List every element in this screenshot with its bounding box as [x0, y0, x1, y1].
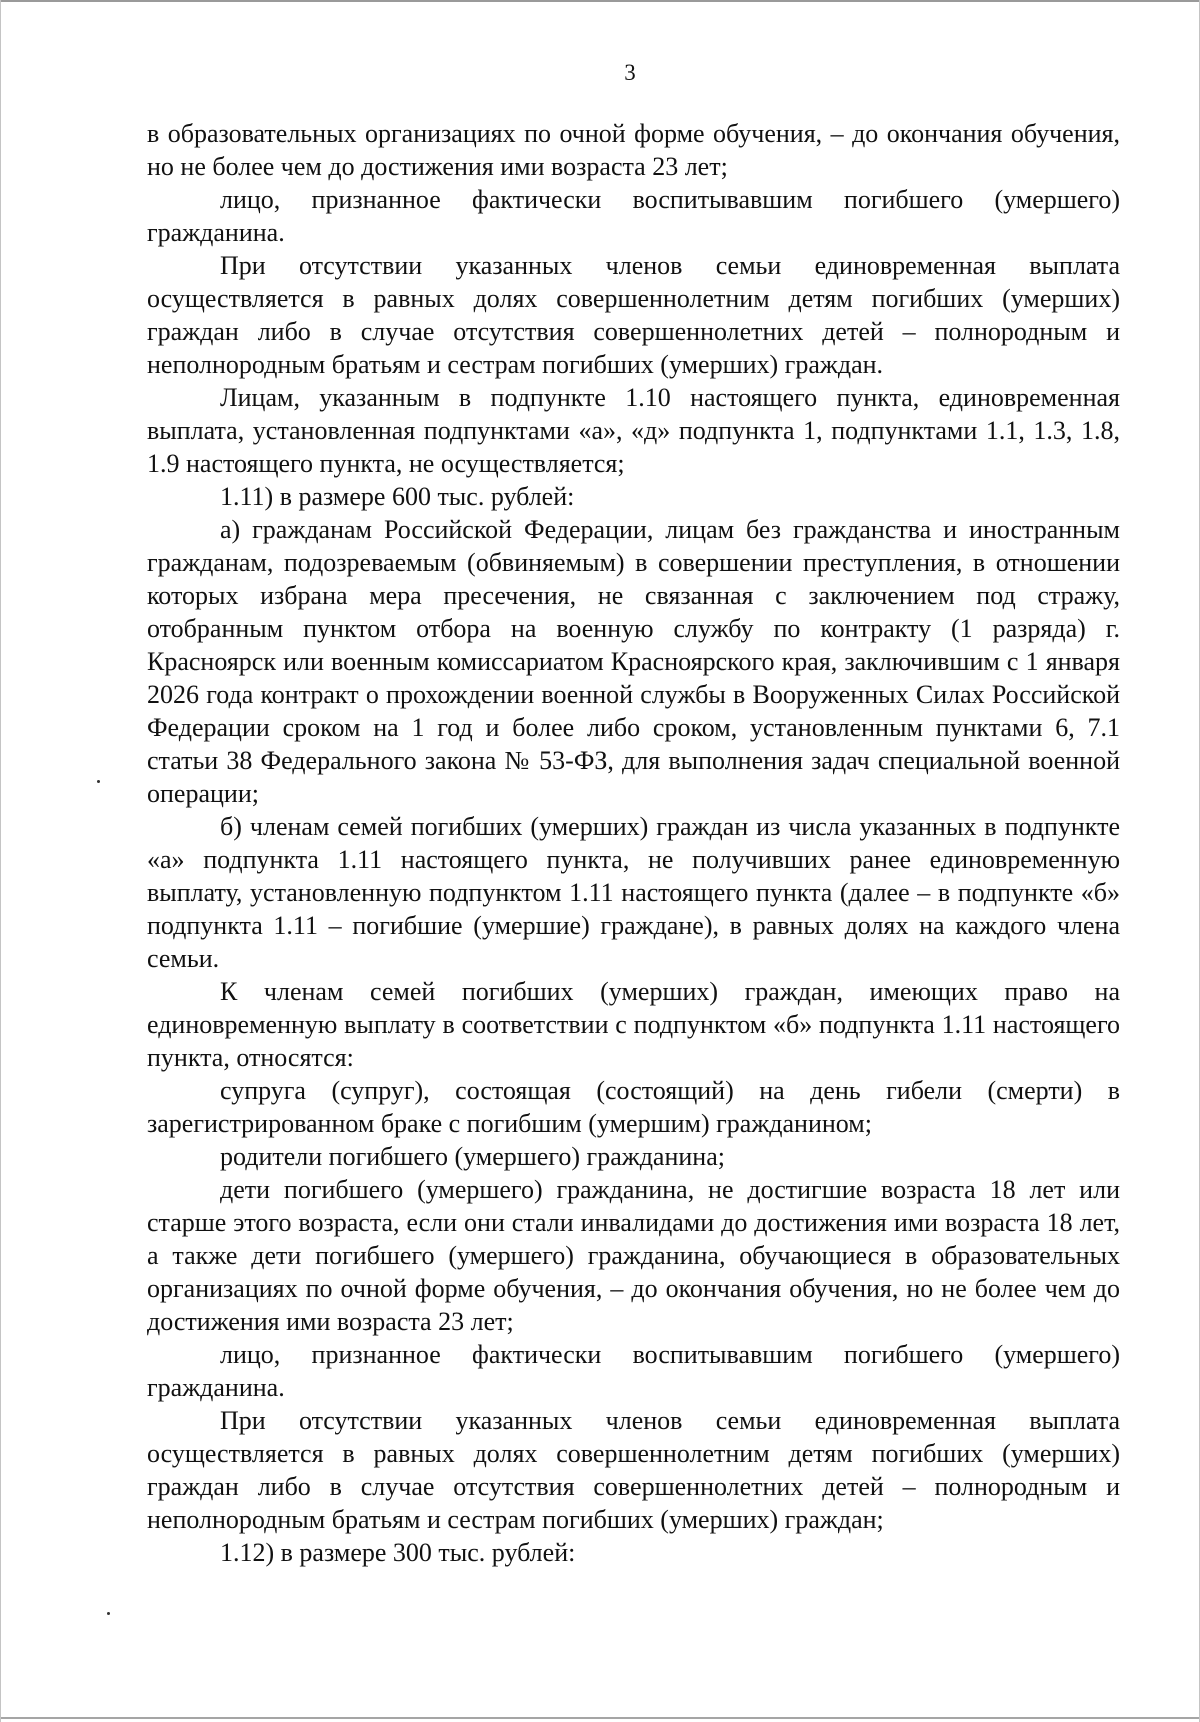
paragraph-parents: родители погибшего (умершего) гражданина;	[220, 1142, 725, 1171]
page-number: 3	[624, 60, 636, 85]
paragraph-absence-of-family-2: При отсутствии указанных членов семьи единовременная выплата осуществляется в равных долях совершеннолетним детям погибших (умерших) граждан либо в случае отсутствия совершеннолетних детей – полнородным и неполнородным братьям и сестрам погибших (умерших) граждан;	[147, 1406, 1120, 1534]
paragraph-guardian-2: лицо, признанное фактически воспитывавшим погибшего (умершего) гражданина.	[147, 1340, 1120, 1402]
paragraph-children: дети погибшего (умершего) гражданина, не достигшие возраста 18 лет или старше этого возраста, если они стали инвалидами до достижения ими возраста 18 лет, а также дети погибшего (умершего) гражданина, обучающиеся в образовательных организациях по очной форме обучения, – до окончания обучения, но не более чем до достижения ими возраста 23 лет;	[147, 1175, 1120, 1336]
paragraph-exclusion: Лицам, указанным в подпункте 1.10 настоящего пункта, единовременная выплата, установленная подпунктами «а», «д» подпункта 1, подпунктами 1.1, 1.3, 1.8, 1.9 настоящего пункта, не осуществляется;	[147, 383, 1120, 478]
scan-speck	[107, 1612, 110, 1615]
paragraph-subclause-1-11: 1.11) в размере 600 тыс. рублей:	[220, 482, 575, 511]
scan-edge-bottom	[0, 1717, 1200, 1719]
paragraph-absence-of-family: При отсутствии указанных членов семьи единовременная выплата осуществляется в равных долях совершеннолетним детям погибших (умерших) граждан либо в случае отсутствия совершеннолетних детей – полнородным и неполнородным братьям и сестрам погибших (умерших) граждан.	[147, 251, 1120, 379]
scan-speck	[97, 780, 100, 783]
scan-edge-left	[0, 0, 1, 1722]
paragraph-item-a: а) гражданам Российской Федерации, лицам без гражданства и иностранным гражданам, подозреваемым (обвиняемым) в совершении преступления, в отношении которых избрана мера пресечения, не связанная с заключением под стражу, отобранным пунктом отбора на военную службу по контракту (1 разряда) г. Красноярск или военным комиссариатом Красноярского края, заключившим с 1 января 2026 года контракт о прохождении военной службы в Вооруженных Силах Российской Федерации сроком на 1 год и более либо сроком, установленным пунктами 6, 7.1 статьи 38 Федерального закона № 53-ФЗ, для выполнения задач специальной военной операции;	[147, 515, 1120, 808]
document-body	[147, 117, 1120, 1569]
paragraph-continuation: в образовательных организациях по очной форме обучения, – до окончания обучения, но не более чем до достижения ими возраста 23 лет;	[147, 119, 1120, 181]
paragraph-family-members-intro: К членам семей погибших (умерших) граждан, имеющих право на единовременную выплату в соответствии с подпунктом «б» подпункта 1.11 настоящего пункта, относятся:	[147, 977, 1120, 1072]
paragraph-spouse: супруга (супруг), состоящая (состоящий) на день гибели (смерти) в зарегистрированном браке с погибшим (умершим) гражданином;	[147, 1076, 1120, 1138]
paragraph-item-b: б) членам семей погибших (умерших) граждан из числа указанных в подпункте «а» подпункта 1.11 настоящего пункта, не получивших ранее единовременную выплату, установленную подпунктом 1.11 настоящего пункта (далее – в подпункте «б» подпункта 1.11 – погибшие (умершие) граждане), в равных долях на каждого члена семьи.	[147, 812, 1120, 973]
scan-edge-top	[0, 0, 1200, 2]
paragraph-guardian: лицо, признанное фактически воспитывавшим погибшего (умершего) гражданина.	[147, 185, 1120, 247]
paragraph-subclause-1-12: 1.12) в размере 300 тыс. рублей:	[220, 1538, 576, 1567]
